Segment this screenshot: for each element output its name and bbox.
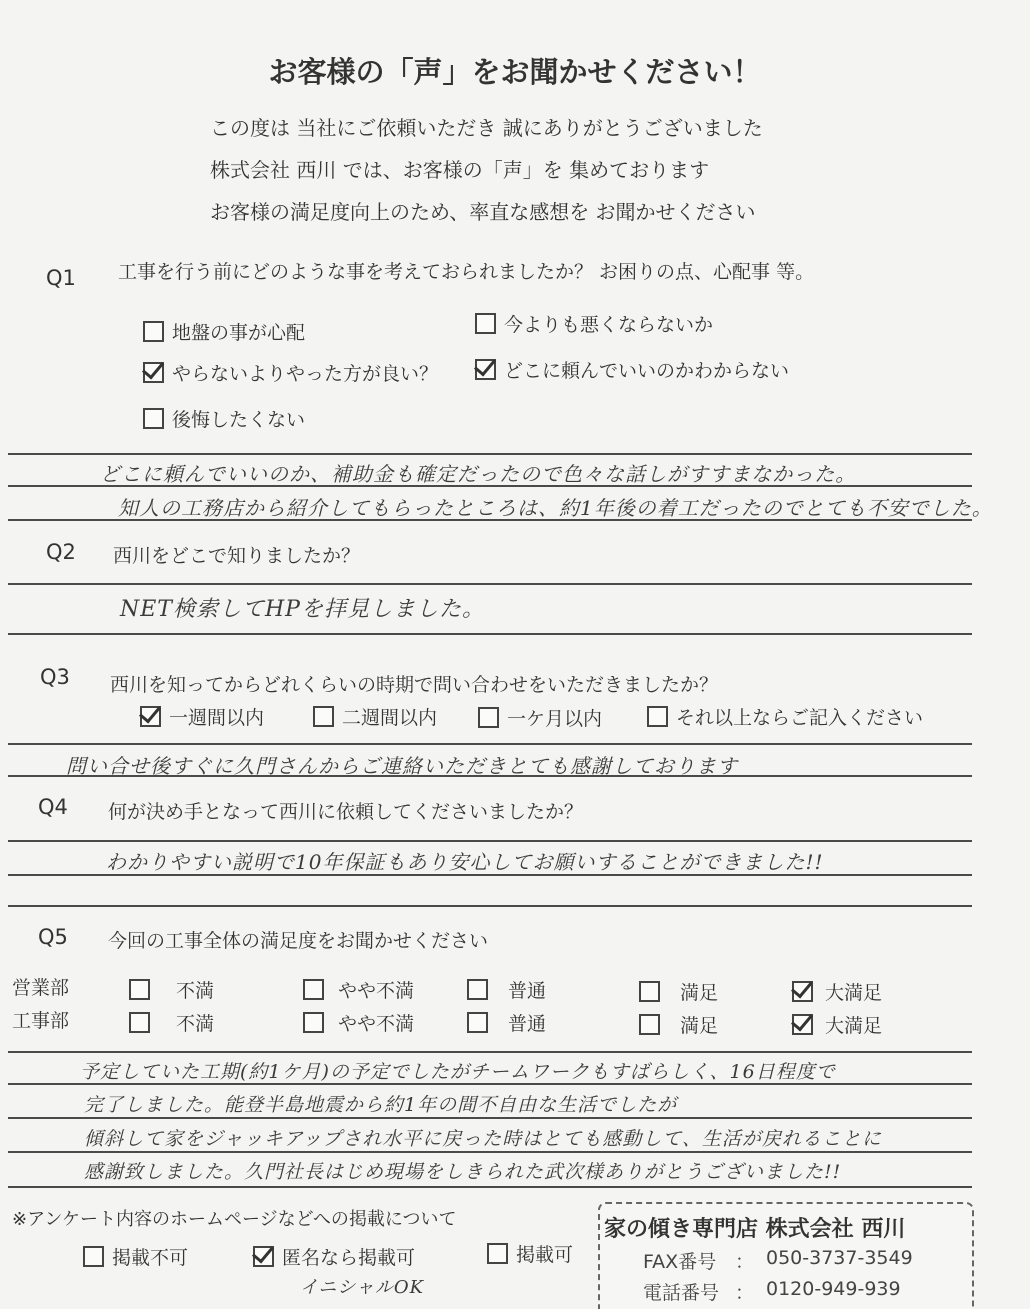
- q5-sales-level-5[interactable]: [792, 978, 882, 1005]
- q1-option-better[interactable]: [143, 359, 438, 386]
- level-label: 普通: [508, 980, 547, 1002]
- level-label: やや不満: [338, 980, 415, 1002]
- publish-heading: ※アンケート内容のホームページなどへの掲載について: [12, 1209, 457, 1230]
- checkbox-checked-icon[interactable]: [143, 362, 164, 383]
- q5-row-label-construction: 工事部: [12, 1010, 70, 1032]
- q3-question: 西川を知ってからどれくらいの時期で問い合わせをいただきましたか？: [110, 674, 719, 696]
- answer-line: [8, 743, 972, 745]
- checkbox-icon[interactable]: [639, 981, 660, 1002]
- checkbox-checked-icon[interactable]: [140, 706, 161, 727]
- q5-sales-level-4[interactable]: [639, 978, 718, 1005]
- checkbox-icon[interactable]: [303, 1012, 324, 1033]
- level-label: 大満足: [825, 982, 883, 1004]
- q3-number: Q3: [40, 665, 70, 689]
- level-label: 大満足: [825, 1015, 883, 1037]
- q5-answer-line-2: 完了しました。能登半島地震から約1年の間不自由な生活でしたが: [84, 1094, 678, 1116]
- q5-construction-level-2[interactable]: [303, 1009, 414, 1036]
- q4-number: Q4: [38, 795, 68, 819]
- publish-option-no[interactable]: [83, 1243, 188, 1270]
- answer-line: [8, 453, 972, 455]
- q1-answer-line-2: 知人の工務店から紹介してもらったところは、約1年後の着工だったのでとても不安でした。: [118, 496, 993, 520]
- q5-construction-level-4[interactable]: [639, 1011, 718, 1038]
- checkbox-icon[interactable]: [83, 1246, 104, 1267]
- checkbox-icon[interactable]: [467, 979, 488, 1000]
- level-label: 不満: [176, 980, 215, 1002]
- checkbox-icon[interactable]: [467, 1012, 488, 1033]
- company-name: 家の傾き専門店 株式会社 西川: [604, 1217, 906, 1242]
- answer-line: [8, 840, 972, 842]
- publish-option-label: 匿名なら掲載可: [282, 1247, 416, 1269]
- q3-option-2weeks[interactable]: [313, 703, 437, 730]
- answer-line: [8, 583, 972, 585]
- publish-option-yes[interactable]: [487, 1240, 573, 1267]
- answer-line: [8, 1083, 972, 1085]
- q5-answer-line-4: 感謝致しました。久門社長はじめ現場をしきられた武次様ありがとうございました!!: [84, 1161, 842, 1183]
- q1-number: Q1: [46, 266, 76, 290]
- answer-line: [8, 1151, 972, 1153]
- checkbox-icon[interactable]: [143, 408, 164, 429]
- checkbox-icon[interactable]: [313, 706, 334, 727]
- answer-line: [8, 1051, 972, 1053]
- fax-number: 050-3737-3549: [766, 1247, 913, 1269]
- publish-option-label: 掲載可: [516, 1244, 574, 1266]
- intro-line-1: この度は 当社にご依頼いただき 誠にありがとうございました: [210, 116, 763, 140]
- checkbox-icon[interactable]: [143, 321, 164, 342]
- q1-option-worse[interactable]: [475, 310, 713, 337]
- q5-row-label-sales: 営業部: [12, 977, 70, 999]
- q1-option-label: どこに頼んでいいのかわからない: [504, 360, 790, 382]
- q1-option-where[interactable]: [475, 356, 789, 383]
- q5-construction-level-1[interactable]: [129, 1009, 214, 1036]
- q2-question: 西川をどこで知りましたか？: [113, 545, 361, 567]
- checkbox-icon[interactable]: [475, 313, 496, 334]
- checkbox-icon[interactable]: [478, 707, 499, 728]
- q1-option-label: 地盤の事が心配: [172, 322, 306, 344]
- q3-option-1month[interactable]: [478, 704, 602, 731]
- fax-label: FAX番号: [643, 1251, 717, 1273]
- answer-line: [8, 633, 972, 635]
- checkbox-checked-icon[interactable]: [253, 1246, 274, 1267]
- level-label: やや不満: [338, 1013, 415, 1035]
- q1-question: 工事を行う前にどのような事を考えておられましたか？ お困りの点、心配事 等。: [118, 261, 815, 283]
- answer-line: [8, 874, 972, 876]
- answer-line: [8, 775, 972, 777]
- checkbox-checked-icon[interactable]: [792, 1014, 813, 1035]
- checkbox-icon[interactable]: [639, 1014, 660, 1035]
- publish-option-anonymous[interactable]: [253, 1243, 415, 1270]
- q3-option-label: それ以上ならご記入ください: [676, 707, 924, 729]
- tel-number: 0120-949-939: [766, 1278, 901, 1300]
- q1-option-label: やらないよりやった方が良い？: [172, 363, 439, 385]
- fax-separator: ：: [735, 1251, 755, 1273]
- level-label: 普通: [508, 1013, 547, 1035]
- checkbox-icon[interactable]: [647, 706, 668, 727]
- q1-option-regret[interactable]: [143, 405, 305, 432]
- level-label: 満足: [680, 982, 719, 1004]
- q3-option-label: 二週間以内: [342, 707, 438, 729]
- q1-option-ground[interactable]: [143, 318, 305, 345]
- q5-construction-level-5[interactable]: [792, 1011, 882, 1038]
- publish-note: イニシャルOK: [300, 1277, 425, 1298]
- q3-option-other[interactable]: [647, 703, 923, 730]
- answer-line: [8, 905, 972, 907]
- checkbox-icon[interactable]: [303, 979, 324, 1000]
- q1-option-label: 今よりも悪くならないか: [504, 314, 714, 336]
- q5-sales-level-2[interactable]: [303, 976, 414, 1003]
- q3-answer: 問い合せ後すぐに久門さんからご連絡いただきとても感謝しております: [66, 754, 738, 778]
- answer-line: [8, 1186, 972, 1188]
- answer-line: [8, 1117, 972, 1119]
- q4-question: 何が決め手となって西川に依頼してくださいましたか？: [108, 801, 584, 823]
- q5-question: 今回の工事全体の満足度をお聞かせください: [108, 930, 489, 952]
- checkbox-icon[interactable]: [487, 1243, 508, 1264]
- level-label: 満足: [680, 1015, 719, 1037]
- q3-option-label: 一週間以内: [169, 707, 265, 729]
- tel-label: 電話番号: [643, 1282, 720, 1304]
- tel-separator: ：: [735, 1282, 755, 1304]
- q5-sales-level-1[interactable]: [129, 976, 214, 1003]
- checkbox-icon[interactable]: [129, 979, 150, 1000]
- checkbox-checked-icon[interactable]: [792, 981, 813, 1002]
- q2-number: Q2: [46, 540, 76, 564]
- q5-construction-level-3[interactable]: [467, 1009, 546, 1036]
- answer-line: [8, 485, 972, 487]
- publish-option-label: 掲載不可: [112, 1247, 189, 1269]
- q1-option-label: 後悔したくない: [172, 409, 306, 431]
- q1-answer-line-1: どこに頼んでいいのか、補助金も確定だったので色々な話しがすすまなかった。: [100, 462, 857, 486]
- intro-line-2: 株式会社 西川 では、お客様の「声」を 集めております: [210, 158, 710, 182]
- q3-option-label: 一ケ月以内: [507, 708, 603, 730]
- intro-line-3: お客様の満足度向上のため、率直な感想を お聞かせください: [210, 200, 756, 224]
- checkbox-icon[interactable]: [129, 1012, 150, 1033]
- q5-number: Q5: [38, 925, 68, 949]
- level-label: 不満: [176, 1013, 215, 1035]
- q3-option-1week[interactable]: [140, 703, 264, 730]
- q5-answer-line-3: 傾斜して家をジャッキアップされ水平に戻った時はとても感動して、生活が戻れることに: [84, 1128, 882, 1150]
- q5-answer-line-1: 予定していた工期(約1ケ月)の予定でしたがチームワークもすばらしく、16日程度で: [80, 1061, 836, 1083]
- q5-sales-level-3[interactable]: [467, 976, 546, 1003]
- answer-line: [8, 519, 972, 521]
- q4-answer: わかりやすい説明で10年保証もあり安心してお願いすることができました!!: [106, 850, 824, 874]
- q2-answer: NET検索してHPを拝見しました。: [120, 597, 485, 622]
- checkbox-checked-icon[interactable]: [475, 359, 496, 380]
- page-title: お客様の「声」をお聞かせください！: [268, 55, 762, 89]
